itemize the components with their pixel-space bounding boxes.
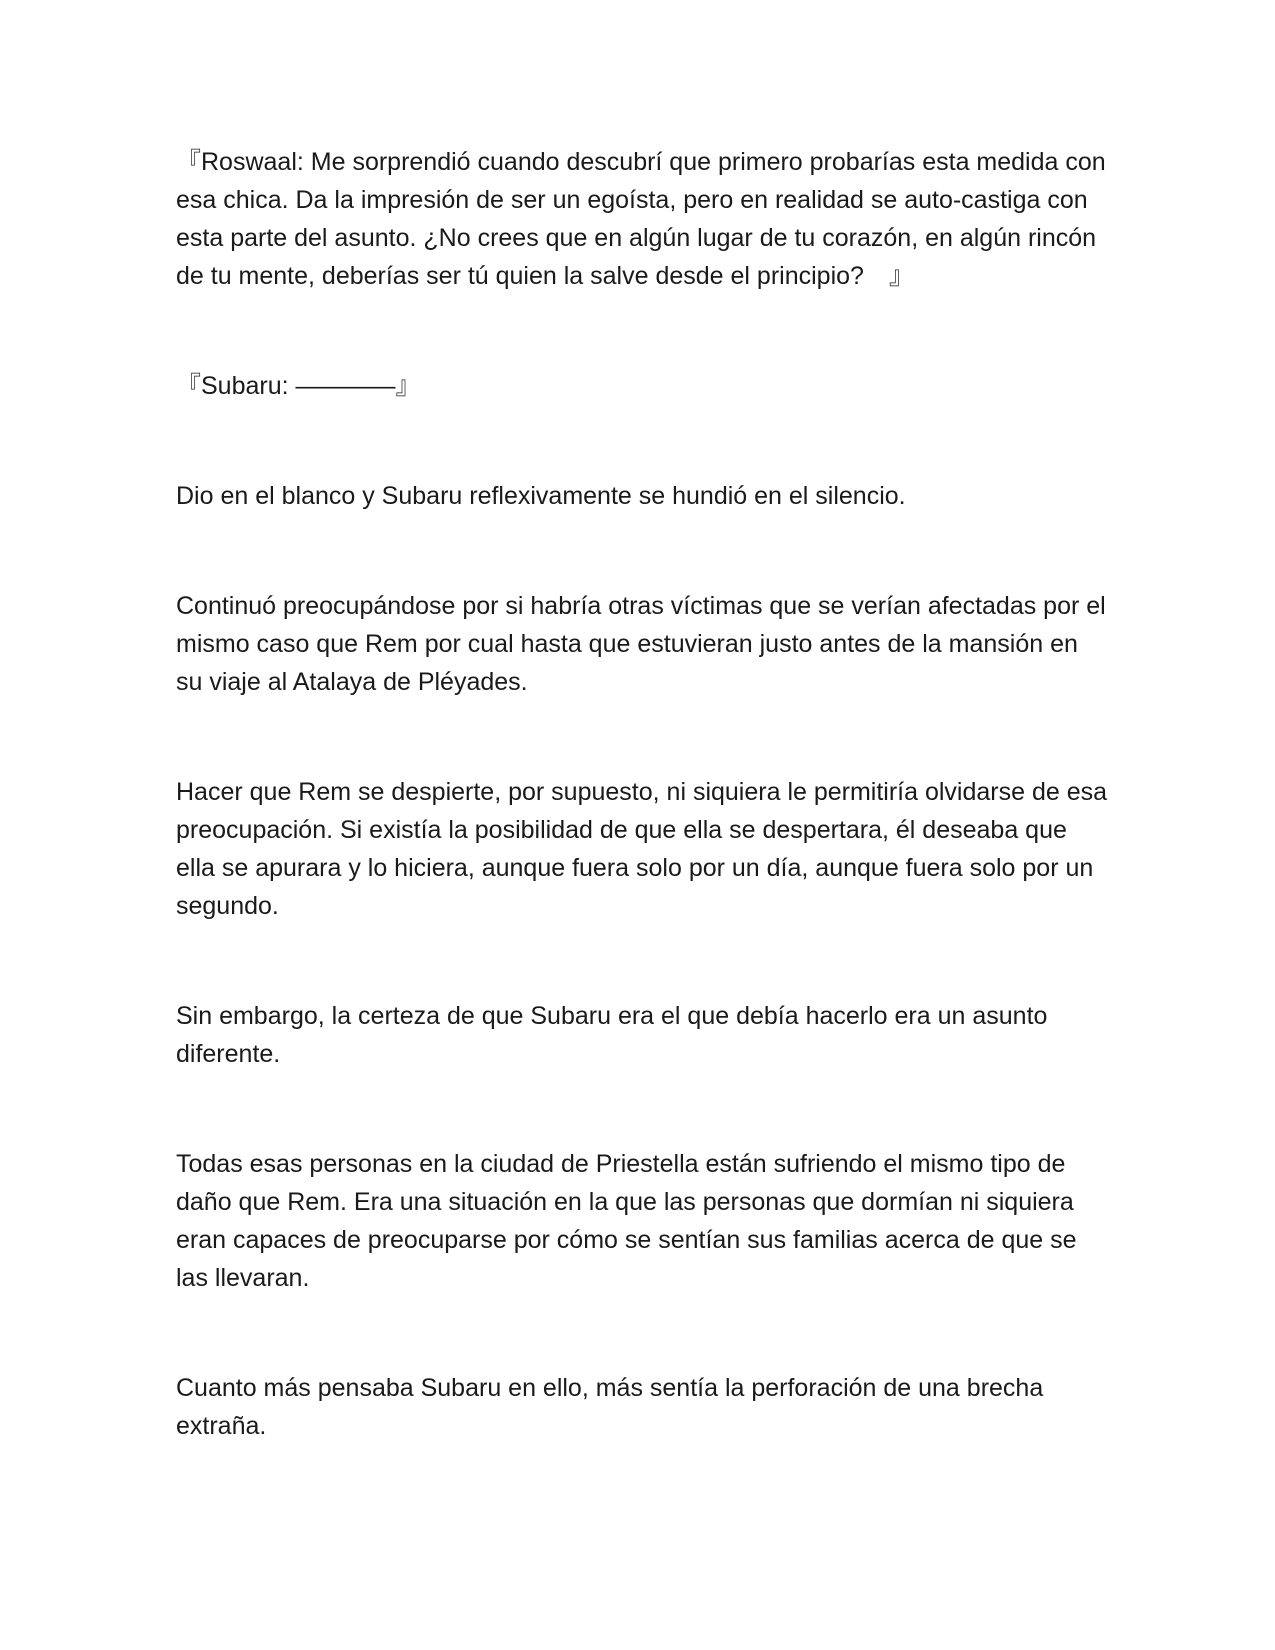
- paragraph: Cuanto más pensaba Subaru en ello, más sentía la perforación de una brecha extraña.: [176, 1374, 1044, 1440]
- paragraph: Continuó preocupándose por si habría otras víctimas que se verían afectadas por el mismo caso que Rem por cual hasta que estuvieran justo antes de la mansión en su viaje al Atalaya de Pléyades.: [176, 592, 1106, 696]
- paragraph: Todas esas personas en la ciudad de Priestella están sufriendo el mismo tipo de daño que Rem. Era una situación en la que las personas que dormían ni siquiera eran capaces de preocuparse por cómo se sentían sus familias acerca de que se las llevaran.: [176, 1150, 1077, 1292]
- paragraph: Hacer que Rem se despierte, por supuesto, ni siquiera le permitiría olvidarse de esa preocupación. Si existía la posibilidad de que ella se despertara, él deseaba que ella se apurara y lo hiciera, aunque fuera solo por un día, aunque fuera solo por un segundo.: [176, 778, 1108, 920]
- paragraph: Dio en el blanco y Subaru reflexivamente se hundió en el silencio.: [176, 482, 906, 510]
- document-body: [176, 143, 1111, 1445]
- dialogue-roswaal: 『Roswaal: Me sorprendió cuando descubrí que primero probarías esta medida con esa chica. Da la impresión de ser un egoísta, pero en realidad se auto-castiga con esta parte del asunto. ¿No crees que en algún lugar de tu corazón, en algún rincón de tu mente, deberías ser tú quien la salve desde el principio? 』: [176, 148, 1106, 290]
- paragraph: Sin embargo, la certeza de que Subaru era el que debía hacerlo era un asunto diferente.: [176, 1002, 1048, 1068]
- dialogue-subaru: 『Subaru: ————』: [176, 372, 421, 400]
